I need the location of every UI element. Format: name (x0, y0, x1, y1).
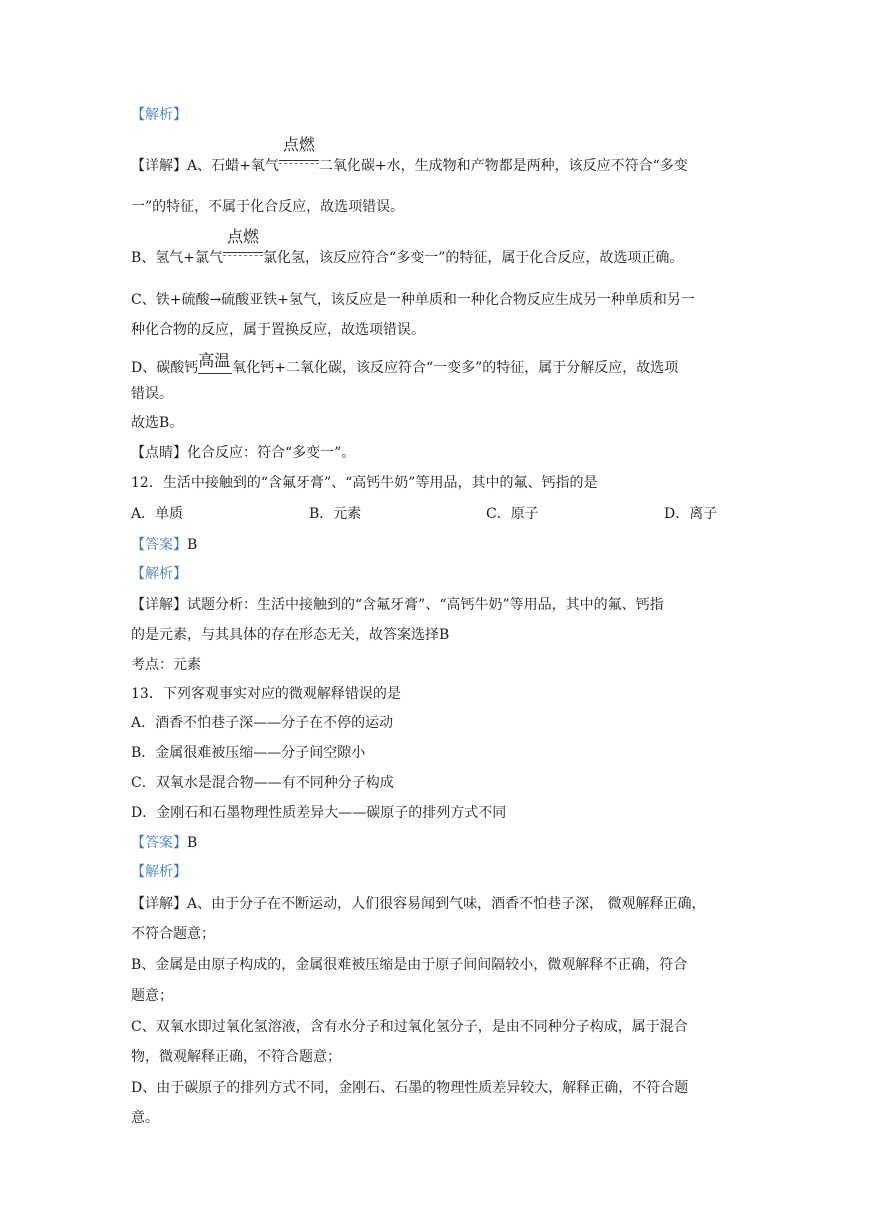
q13-detail-b-cont: 题意； (131, 988, 173, 1004)
q12-option-d: D．离子 (664, 506, 718, 522)
detail-line-b (131, 227, 684, 267)
detail-line-c: C、铁+硫酸→硫酸亚铁+氢气，该反应是一种单质和一种化合物反应生成另一种单质和另一 (131, 292, 695, 308)
q12-analysis-heading: 【解析】 (131, 566, 187, 582)
key-point: 【点睛】化合反应：符合“多变一”。 (131, 445, 356, 461)
q13-option-c: C．双氧水是混合物——有不同种分子构成 (131, 775, 394, 791)
detail-line-a-text2: 二氧化碳+水，生成物和产物都是两种，该反应不符合“多变 (318, 158, 688, 174)
q12-option-a: A．单质 (131, 506, 184, 522)
reaction-condition-ignite: 点燃 (223, 244, 263, 262)
q12-detail-cont: 的是元素，与其具体的存在形态无关，故答案选择B (131, 627, 450, 643)
q12-exam-point: 考点：元素 (131, 657, 201, 673)
analysis-heading: 【解析】 (131, 107, 187, 123)
q12-answer (131, 536, 197, 554)
choose-answer: 故选B。 (131, 415, 184, 431)
detail-line-b-text2: 氯化氢，该反应符合“多变一”的特征，属于化合反应，故选项正确。 (263, 250, 684, 266)
q13-detail-d: D、由于碳原子的排列方式不同，金刚石、石墨的物理性质差异较大，解释正确，不符合题 (131, 1080, 689, 1096)
q13-detail-c-cont: 物，微观解释正确，不符合题意； (131, 1049, 341, 1065)
q13-detail-d-cont: 意。 (131, 1110, 159, 1126)
detail-line-d-text1: D、碳酸钙 (131, 360, 199, 376)
q13-analysis-heading: 【解析】 (131, 864, 187, 880)
detail-line-d-cont: 错误。 (131, 386, 173, 402)
q13-option-d: D．金刚石和石墨物理性质差异大——碳原子的排列方式不同 (131, 805, 507, 821)
question-13: 13．下列客观事实对应的微观解释错误的是 (131, 686, 401, 702)
q13-detail-b: B、金属是由原子构成的，金属很难被压缩是由于原子间间隔较小，微观解释不正确，符合 (131, 957, 688, 973)
q13-detail-a: 【详解】A、由于分子在不断运动，人们很容易闻到气味，酒香不怕巷子深， 微观解释正确， (131, 896, 706, 912)
answer-value: B (187, 537, 198, 553)
answer-tag: 【答案】 (131, 835, 187, 851)
reaction-condition-heat: 高温 (198, 354, 232, 372)
q12-detail: 【详解】试题分析：生活中接触到的“含氟牙膏”、“高钙牛奶”等用品，其中的氟、钙指 (131, 597, 664, 613)
q13-answer (131, 834, 197, 852)
detail-line-a-cont: 一”的特征，不属于化合反应，故选项错误。 (131, 199, 405, 215)
answer-tag: 【答案】 (131, 537, 187, 553)
q13-detail-a-cont: 不符合题意； (131, 926, 215, 942)
q12-option-b: B．元素 (309, 506, 362, 522)
answer-value: B (187, 835, 198, 851)
q13-option-b: B．金属很难被压缩——分子间空隙小 (131, 745, 366, 761)
detail-line-a (131, 135, 688, 175)
detail-line-d-text2: 氧化钙+二氧化碳，该反应符合“一变多”的特征，属于分解反应，故选项 (232, 360, 679, 376)
q13-option-a: A．酒香不怕巷子深——分子在不停的运动 (131, 715, 394, 731)
detail-line-a-text1: 【详解】A、石蜡+氧气 (131, 158, 279, 174)
detail-line-d (131, 351, 679, 377)
q13-detail-c: C、双氧水即过氧化氢溶液，含有水分子和过氧化氢分子，是由不同种分子构成，属于混合 (131, 1019, 688, 1035)
q12-option-c: C．原子 (486, 506, 539, 522)
reaction-condition-ignite: 点燃 (279, 152, 319, 170)
question-12: 12．生活中接触到的“含氟牙膏”、“高钙牛奶”等用品，其中的氟、钙指的是 (131, 475, 598, 491)
detail-line-b-text1: B、氢气+氯气 (131, 250, 224, 266)
detail-line-c-cont: 种化合物的反应，属于置换反应，故选项错误。 (131, 322, 425, 338)
